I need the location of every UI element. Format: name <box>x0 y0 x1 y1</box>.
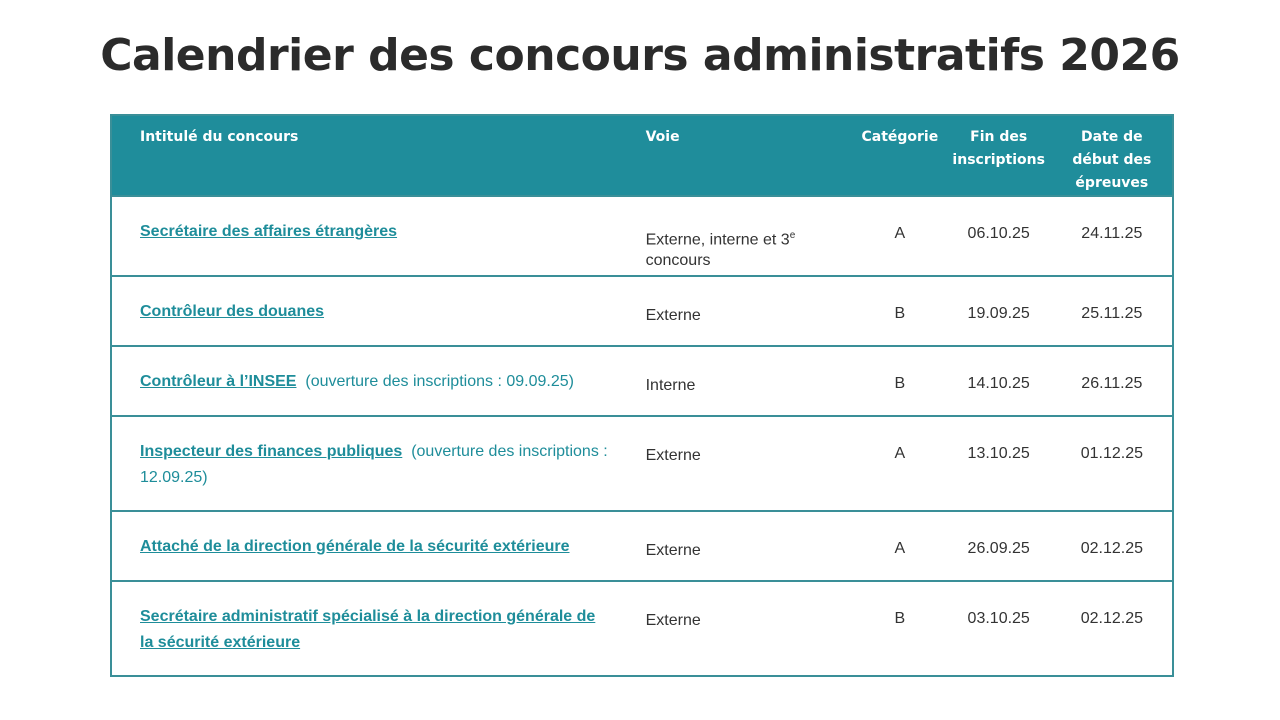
table-row <box>111 416 1173 511</box>
voie-cell: Externe <box>645 307 701 324</box>
categorie-cell: A <box>894 445 906 462</box>
table-row <box>111 276 1173 346</box>
header-fin-inscriptions: Fin des inscriptions <box>952 129 1045 168</box>
fin-inscriptions-cell: 19.09.25 <box>967 305 1030 322</box>
voie-cell: Externe <box>645 447 701 464</box>
fin-inscriptions-cell: 13.10.25 <box>967 445 1030 462</box>
concours-link[interactable]: Attaché de la direction générale de la sécurité extérieure <box>140 538 570 555</box>
voie-cell: Interne <box>645 377 696 394</box>
date-debut-cell: 26.11.25 <box>1081 375 1143 392</box>
ouverture-note: (ouverture des inscriptions : 12.09.25) <box>140 443 608 486</box>
categorie-cell: B <box>894 610 906 627</box>
concours-link[interactable]: Inspecteur des finances publiques <box>140 443 403 460</box>
categorie-cell: B <box>894 375 906 392</box>
table-row <box>111 511 1173 581</box>
table-row <box>111 346 1173 416</box>
date-debut-cell: 01.12.25 <box>1080 445 1143 462</box>
table-row <box>111 196 1173 276</box>
date-debut-cell: 02.12.25 <box>1080 540 1143 557</box>
header-categorie: Catégorie <box>861 129 939 145</box>
voie-cell: Externe <box>645 542 701 559</box>
date-debut-cell: 02.12.25 <box>1080 610 1143 627</box>
fin-inscriptions-cell: 06.10.25 <box>967 225 1030 242</box>
header-voie: Voie <box>645 129 680 145</box>
categorie-cell: B <box>894 305 906 322</box>
ouverture-note: (ouverture des inscriptions : 09.09.25) <box>305 373 574 390</box>
concours-link[interactable]: Contrôleur à l’INSEE <box>140 373 297 390</box>
concours-table <box>110 114 1174 677</box>
fin-inscriptions-cell: 03.10.25 <box>967 610 1030 627</box>
concours-link[interactable]: Contrôleur des douanes <box>140 303 325 320</box>
concours-link[interactable]: Secrétaire administratif spécialisé à la direction générale de la sécurité extérieure <box>140 608 596 651</box>
table-row <box>111 581 1173 676</box>
concours-link[interactable]: Secrétaire des affaires étrangères <box>140 223 398 240</box>
voie-cell: Externe <box>645 612 701 629</box>
date-debut-cell: 24.11.25 <box>1081 225 1143 242</box>
date-debut-cell: 25.11.25 <box>1081 305 1143 322</box>
table-header-row <box>111 115 1173 196</box>
categorie-cell: A <box>894 225 906 242</box>
fin-inscriptions-cell: 14.10.25 <box>967 375 1030 392</box>
header-date-debut: Date de début des épreuves <box>1072 129 1152 191</box>
header-intitule: Intitulé du concours <box>140 129 299 145</box>
voie-cell: Externe, interne et 3e concours <box>645 230 796 270</box>
categorie-cell: A <box>894 540 906 557</box>
page-title: Calendrier des concours administratifs 2026 <box>100 30 1180 81</box>
fin-inscriptions-cell: 26.09.25 <box>967 540 1030 557</box>
